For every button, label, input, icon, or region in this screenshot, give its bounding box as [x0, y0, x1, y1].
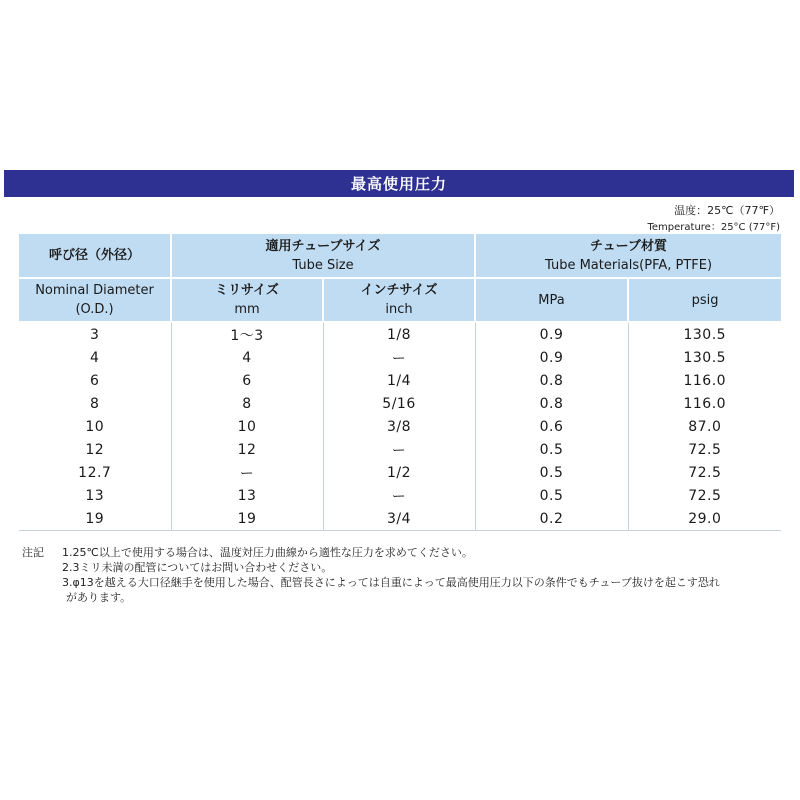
table-row — [19, 322, 781, 346]
header-inch — [323, 278, 475, 322]
table-row — [19, 484, 781, 507]
note-number: 1. — [62, 546, 73, 559]
cell-inch: ー — [323, 346, 475, 369]
cell-mpa: 0.5 — [475, 484, 628, 507]
cell-mpa: 0.5 — [475, 461, 628, 484]
temperature-note-jp: 温度：25℃（77℉） — [674, 204, 780, 217]
header-tube-material-jp: チューブ材質 — [590, 238, 667, 254]
header-tube-size — [171, 234, 475, 278]
cell-inch: 1/2 — [323, 461, 475, 484]
table-row — [19, 461, 781, 484]
table-title: 最高使用圧力 — [4, 170, 794, 197]
cell-inch: 5/16 — [323, 392, 475, 415]
cell-od: 12 — [19, 438, 171, 461]
cell-mm: 4 — [171, 346, 323, 369]
cell-mm: 6 — [171, 369, 323, 392]
max-pressure-table — [19, 234, 781, 531]
header-nominal-jp: 呼び径（外径） — [19, 234, 171, 278]
header-tube-material — [475, 234, 781, 278]
cell-psig: 116.0 — [683, 372, 727, 389]
note-continuation: があります。 — [66, 591, 132, 604]
cell-inch: ー — [323, 484, 475, 507]
header-nominal-en-line2: (O.D.) — [75, 302, 114, 317]
note-number: 2. — [62, 561, 73, 574]
header-nominal-en — [19, 278, 171, 322]
cell-od: 19 — [19, 507, 171, 531]
header-tube-size-jp: 適用チューブサイズ — [265, 238, 381, 254]
header-psig: psig — [628, 278, 781, 322]
cell-mpa: 0.6 — [475, 415, 628, 438]
cell-od: 8 — [19, 392, 171, 415]
note-item — [22, 545, 787, 560]
cell-mpa: 0.2 — [475, 507, 628, 531]
cell-mm: 8 — [171, 392, 323, 415]
table-row — [19, 415, 781, 438]
table-row — [19, 346, 781, 369]
cell-mm: 1～3 — [171, 322, 323, 346]
cell-od: 6 — [19, 369, 171, 392]
note-number: 3. — [62, 576, 73, 589]
note-text: 3ミリ未満の配管についてはお問い合わせください。 — [72, 561, 333, 574]
cell-psig: 72.5 — [688, 487, 722, 504]
cell-mpa: 0.8 — [475, 369, 628, 392]
cell-inch: 1/4 — [323, 369, 475, 392]
notes — [22, 545, 787, 605]
note-item — [22, 575, 787, 590]
cell-psig: 72.5 — [688, 464, 722, 481]
cell-mm: ー — [171, 461, 323, 484]
table-row — [19, 507, 781, 531]
cell-mm: 12 — [171, 438, 323, 461]
header-inch-en: inch — [385, 302, 413, 317]
cell-od: 4 — [19, 346, 171, 369]
note-text: φ13を越える大口径継手を使用した場合、配管長さによっては自重によって最高使用圧力以下の条件でもチューブ抜けを起こす恐れ — [72, 576, 720, 589]
temperature-note-en: Temperature：25°C (77°F) — [647, 222, 780, 233]
header-mpa: MPa — [475, 278, 628, 322]
table-row — [19, 392, 781, 415]
note-item — [22, 560, 787, 575]
cell-mpa: 0.5 — [475, 438, 628, 461]
cell-od: 13 — [19, 484, 171, 507]
cell-psig: 29.0 — [628, 507, 781, 531]
cell-psig: 130.5 — [683, 326, 727, 343]
cell-od: 10 — [19, 415, 171, 438]
cell-mpa: 0.9 — [475, 322, 628, 346]
cell-inch: 3/8 — [323, 415, 475, 438]
cell-inch: 1/8 — [323, 322, 475, 346]
cell-inch: ー — [323, 438, 475, 461]
header-tube-material-en: Tube Materials(PFA, PTFE) — [544, 257, 713, 273]
cell-psig: 130.5 — [683, 349, 727, 366]
header-mm — [171, 278, 323, 322]
table-row — [19, 369, 781, 392]
cell-psig: 116.0 — [683, 395, 727, 412]
header-nominal-en-line1: Nominal Diameter — [35, 283, 154, 298]
cell-od: 12.7 — [19, 461, 171, 484]
cell-mm: 19 — [171, 507, 323, 531]
cell-psig: 87.0 — [688, 418, 722, 435]
note-text: 25℃以上で使用する場合は、温度対圧力曲線から適性な圧力を求めてください。 — [72, 546, 473, 559]
header-inch-jp: インチサイズ — [360, 283, 438, 298]
cell-mm: 13 — [171, 484, 323, 507]
cell-psig: 72.5 — [688, 441, 722, 458]
cell-od: 3 — [19, 322, 171, 346]
cell-mpa: 0.8 — [475, 392, 628, 415]
table-row — [19, 438, 781, 461]
header-mm-en: mm — [234, 302, 260, 317]
notes-prefix: 注記 — [22, 546, 44, 559]
cell-inch: 3/4 — [323, 507, 475, 531]
cell-mm: 10 — [171, 415, 323, 438]
header-tube-size-en: Tube Size — [292, 257, 354, 273]
header-mm-jp: ミリサイズ — [215, 283, 279, 298]
cell-mpa: 0.9 — [475, 346, 628, 369]
